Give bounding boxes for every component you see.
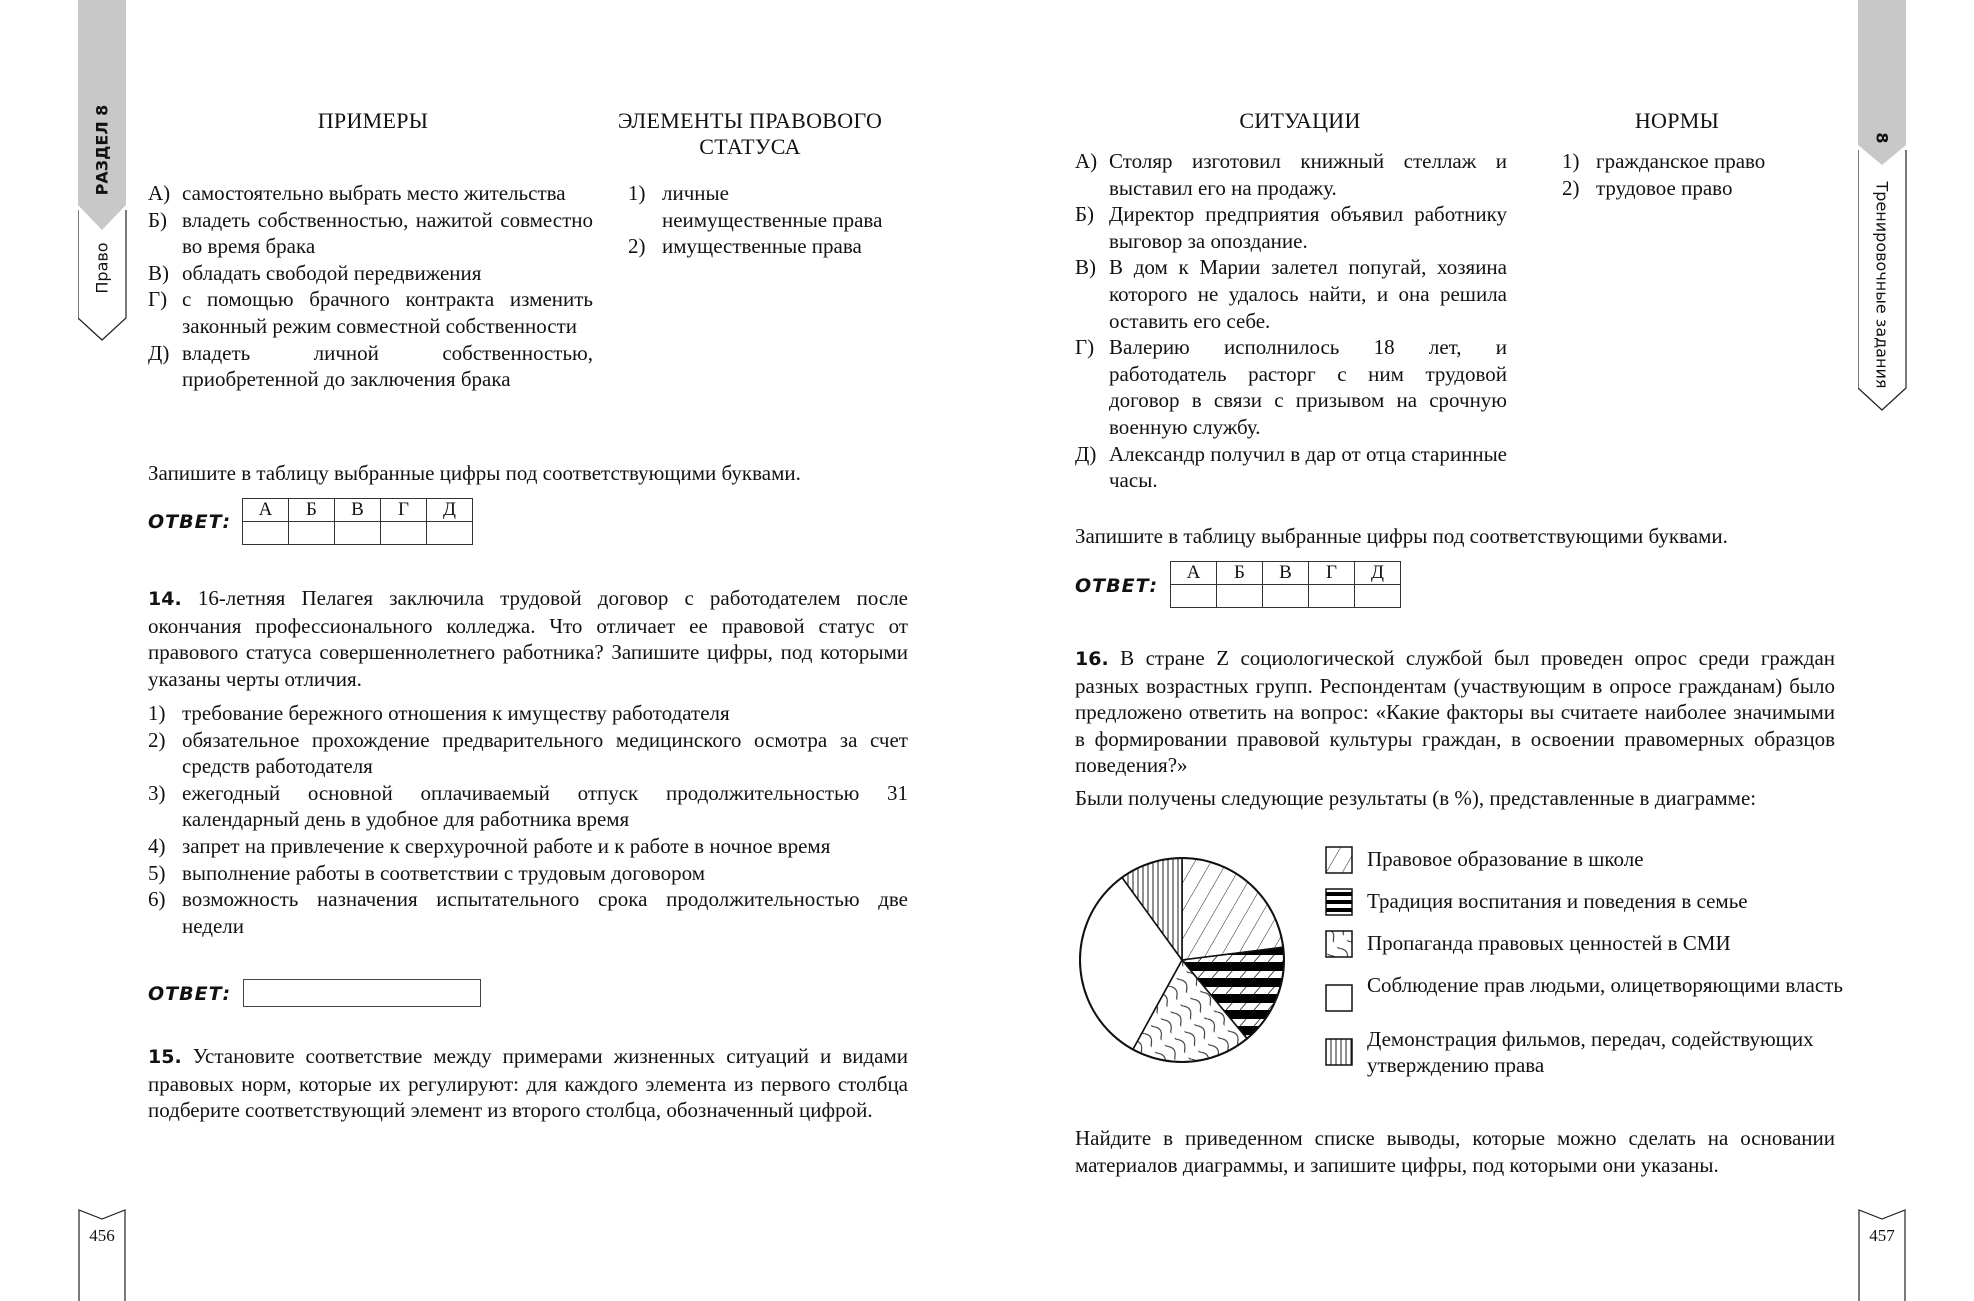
list-item: Д) владеть личной собственностью, приобретенной до заключения брака (148, 340, 593, 392)
elements-list (628, 180, 886, 260)
legend-item: Правовое образование в школе (1325, 846, 1855, 874)
list-item: 5) выполнение работы в соответствии с трудовым договором (148, 860, 706, 885)
legend-item: Пропаганда правовых ценностей в СМИ (1325, 930, 1855, 958)
question-number: 15. (148, 1046, 182, 1068)
answer-letter: Б (289, 499, 335, 522)
page-number-tab (78, 1205, 128, 1301)
legend-item: Соблюдение прав людьми, олицетворяющими власть (1325, 972, 1855, 1012)
list-item: А) Столяр изготовил книжный стеллаж и выставил его на продажу. (1075, 149, 1507, 200)
section-label: РАЗДЕЛ 8 (92, 104, 112, 196)
column-header-situations: СИТУАЦИИ (1239, 108, 1361, 133)
list-item: А) самостоятельно выбрать место жительства (148, 181, 566, 205)
subject-label: Право (92, 242, 112, 294)
chart-legend (1325, 846, 1855, 1092)
question-body: 16-летняя Пелагея заключила трудовой договор с работодателем после окончания профессионального колледжа. Что отличает ее правовой статус от правового статуса совершеннолетнего работника? Запишите цифры, под которыми указаны черты отличия. (148, 586, 908, 691)
answer-cell[interactable] (1217, 585, 1263, 608)
q13-instruction: Запишите в таблицу выбранные цифры под соответствующими буквами. (148, 461, 801, 485)
answer-cell[interactable] (1355, 585, 1401, 608)
norms-list (1562, 148, 1822, 201)
list-item: 3) ежегодный основной оплачиваемый отпуск продолжительностью 31 календарный день в удобное для работника время (148, 780, 908, 832)
q15-text (148, 1043, 908, 1124)
q16-conclusion-prompt: Найдите в приведенном списке выводы, которые можно сделать на основании материалов диаграммы, и запишите цифры, под которыми они указаны. (1075, 1126, 1835, 1177)
answer-letter: В (1263, 562, 1309, 585)
answer-cell[interactable] (335, 522, 381, 545)
answer-letter: А (243, 499, 289, 522)
page-number: 457 (1869, 1226, 1895, 1245)
chapter-title: Тренировочные задания (1872, 181, 1892, 389)
answer-cell[interactable] (1171, 585, 1217, 608)
question-number: 16. (1075, 648, 1109, 670)
answer-letter: А (1171, 562, 1217, 585)
answer-cell[interactable] (1309, 585, 1355, 608)
diagonal-hatch-swatch-icon (1325, 846, 1353, 874)
q15-answer-table (1170, 561, 1401, 608)
list-item: Д) Александр получил в дар от отца старинные часы. (1075, 441, 1507, 493)
answer-cell[interactable] (1263, 585, 1309, 608)
list-item: 4) запрет на привлечение к сверхурочной работе и к работе в ночное время (148, 833, 831, 858)
blank-swatch-icon (1325, 984, 1353, 1012)
answer-letter: Г (1309, 562, 1355, 585)
list-item: Г) Валерию исполнилось 18 лет, и работодатель расторг с ним трудовой договор в связи с призывом на срочную военную службу. (1075, 335, 1507, 439)
answer-label: ОТВЕТ: (1075, 575, 1159, 597)
page-number-tab (1858, 1205, 1908, 1301)
wavy-hatch-swatch-icon (1325, 930, 1353, 958)
list-item: В) обладать свободой передвижения (148, 260, 482, 285)
answer-cell[interactable] (381, 522, 427, 545)
answer-label: ОТВЕТ: (148, 511, 232, 533)
list-item: 2) имущественные права (628, 234, 862, 259)
list-item: Б) владеть собственностью, нажитой совместно во время брака (148, 207, 593, 259)
answer-letter: Б (1217, 562, 1263, 585)
q13-answer-table (242, 498, 473, 545)
right-page (987, 0, 1974, 1300)
black-bars-swatch-icon (1325, 888, 1353, 916)
list-item: 1) гражданское право (1562, 149, 1766, 173)
q14-answer-input[interactable] (243, 979, 481, 1007)
pie-slice-1 (1182, 858, 1283, 960)
question-body: Установите соответствие между примерами жизненных ситуаций и видами правовых норм, которые их регулируют: для каждого элемента из первого столбца подберите соответствующий элемент из второго столбца, обозначенный цифрой. (148, 1044, 909, 1123)
page-number: 456 (89, 1226, 115, 1245)
question-body: В стране Z социологической службой был проведен опрос среди граждан разных возрастных групп. Респондентам (участвующим в опросе гражданам) было предложено ответить на вопрос: «Какие факторы вы считаете наиболее значимыми в формировании правовой культуры граждан, в освоении правомерных образцов поведения?» (1075, 646, 1836, 778)
answer-cell[interactable] (289, 522, 335, 545)
left-page (0, 0, 987, 1300)
chapter-number: 8 (1872, 132, 1892, 144)
list-item: Г) с помощью брачного контракта изменить законный режим совместной собственности (148, 287, 593, 338)
q14-text (148, 585, 908, 692)
column-header-norms: НОРМЫ (1634, 108, 1720, 133)
answer-cell[interactable] (243, 522, 289, 545)
q14-options (148, 700, 908, 939)
list-item: 1) личные неимущественные права (628, 181, 883, 232)
answer-letter: В (335, 499, 381, 522)
question-number: 14. (148, 588, 182, 610)
answer-label: ОТВЕТ: (148, 983, 232, 1005)
list-item: В) В дом к Марии залетел попугай, хозяина которого не удалось найти, и она решила оставить его себе. (1075, 255, 1507, 333)
situations-list (1075, 148, 1507, 494)
vertical-hatch-swatch-icon (1325, 1038, 1353, 1066)
pie-chart (1072, 850, 1292, 1070)
legend-item: Демонстрация фильмов, передач, содействующих утверждению права (1325, 1026, 1855, 1078)
answer-letter: Г (381, 499, 427, 522)
column-header-examples: ПРИМЕРЫ (317, 108, 429, 133)
q15-instruction: Запишите в таблицу выбранные цифры под соответствующими буквами. (1075, 524, 1728, 548)
list-item: 1) требование бережного отношения к имуществу работодателя (148, 701, 730, 725)
q16-text (1075, 645, 1835, 779)
answer-letter: Д (427, 499, 473, 522)
list-item: Б) Директор предприятия объявил работнику выговор за опоздание. (1075, 202, 1507, 253)
list-item: 2) трудовое право (1562, 175, 1733, 200)
list-item: 6) возможность назначения испытательного срока продолжительностью две недели (148, 887, 908, 938)
legend-item: Традиция воспитания и поведения в семье (1325, 888, 1855, 916)
q16-results-intro: Были получены следующие результаты (в %), представленные в диаграмме: (1075, 786, 1757, 810)
column-header-elements: ЭЛЕМЕНТЫ ПРАВОВОГО СТАТУСА (617, 108, 883, 159)
list-item: 2) обязательное прохождение предварительного медицинского осмотра за счет средств работодателя (148, 727, 908, 779)
examples-list (148, 180, 593, 393)
answer-cell[interactable] (427, 522, 473, 545)
answer-letter: Д (1355, 562, 1401, 585)
